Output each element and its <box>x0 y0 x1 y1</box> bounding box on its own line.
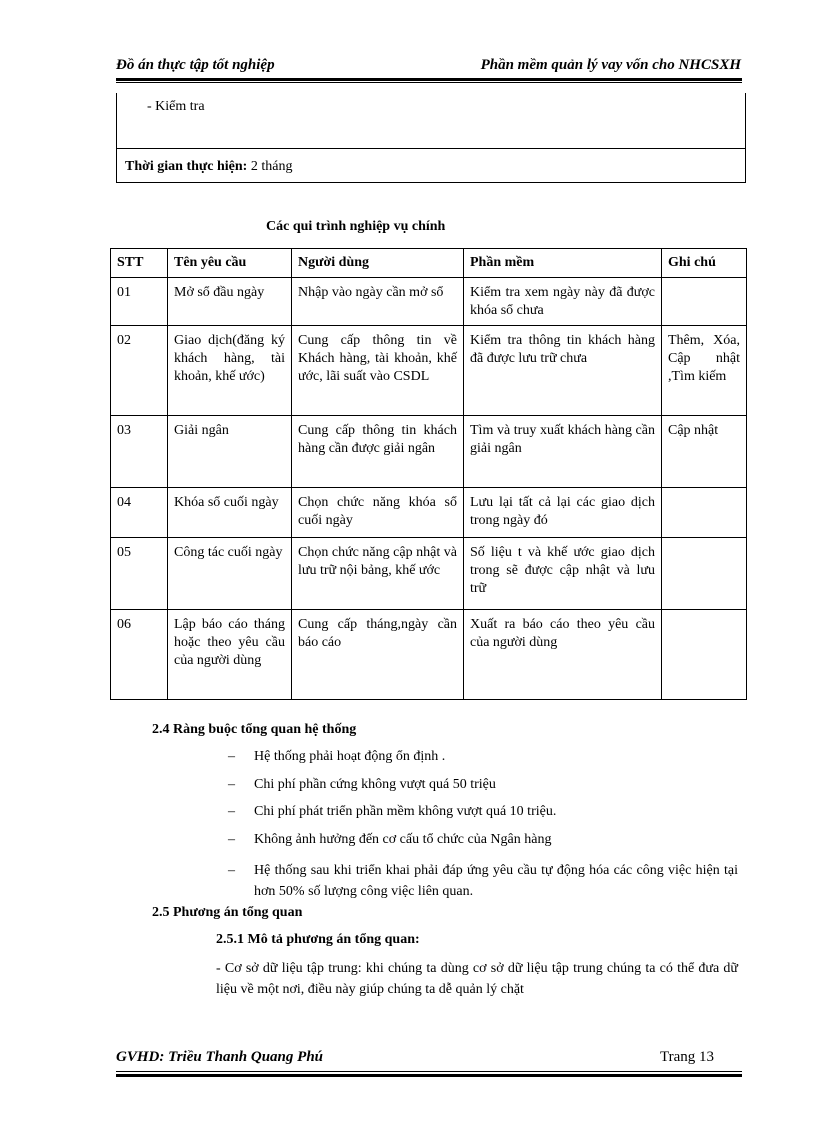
cell-stt: 06 <box>111 610 168 700</box>
table-row <box>111 610 747 700</box>
duration-value: 2 tháng <box>250 159 293 174</box>
cell-software: Tìm và truy xuất khách hàng cần giải ngân <box>464 416 662 488</box>
bullet-dash: – <box>228 777 235 792</box>
cell-user: Cung cấp tháng,ngày cần báo cáo <box>292 610 464 700</box>
cell-user: Cung cấp thông tin về Khách hàng, tài khoản, khế ước, lãi suất vào CSDL <box>292 326 464 416</box>
duration-label: Thời gian thực hiện: <box>125 159 248 174</box>
page-header <box>116 57 741 79</box>
cell-stt: 03 <box>111 416 168 488</box>
cell-software: Số liệu t và khế ước giao dịch trong sẽ được cập nhật và lưu trữ <box>464 538 662 610</box>
cell-stt: 04 <box>111 488 168 538</box>
task-box-divider <box>117 148 745 149</box>
cell-stt: 05 <box>111 538 168 610</box>
table-caption: Các qui trình nghiệp vụ chính <box>266 219 446 234</box>
table-row <box>111 538 747 610</box>
duration-line <box>125 159 292 175</box>
body-paragraph: - Cơ sở dữ liệu tập trung: khi chúng ta dùng cơ sở dữ liệu tập trung chúng ta có thể đưa dữ liệu về một nơi, điều này giúp chúng ta dễ quản lý chặt <box>216 961 738 997</box>
col-header-stt: STT <box>111 249 168 278</box>
bullet-text: Hệ thống phải hoạt động ổn định . <box>254 749 446 764</box>
cell-software: Kiểm tra thông tin khách hàng đã được lưu trữ chưa <box>464 326 662 416</box>
bullet-text: Không ảnh hưởng đến cơ cấu tổ chức của Ngân hàng <box>254 832 552 847</box>
header-rule-thin <box>116 82 742 83</box>
task-box <box>116 93 746 183</box>
cell-note <box>662 538 747 610</box>
process-table <box>110 248 747 700</box>
task-item: - Kiểm tra <box>147 99 205 114</box>
cell-name: Lập báo cáo tháng hoặc theo yêu cầu của người dùng <box>168 610 292 700</box>
cell-stt: 02 <box>111 326 168 416</box>
bullet-dash: – <box>228 804 235 819</box>
cell-software: Kiểm tra xem ngày này đã được khóa sổ chưa <box>464 278 662 326</box>
page-number: Trang 13 <box>660 1049 715 1065</box>
col-header-note: Ghi chú <box>662 249 747 278</box>
section-2-4-title: 2.4 Ràng buộc tổng quan hệ thống <box>152 722 357 737</box>
bullet-dash: – <box>228 863 235 878</box>
cell-name: Giao dịch(đăng ký khách hàng, tài khoản, khế ước) <box>168 326 292 416</box>
bullet-text: Hệ thống sau khi triển khai phải đáp ứng yêu cầu tự động hóa các công việc hiện tại hơn 50% số lượng công việc liên quan. <box>254 863 738 899</box>
cell-name: Mở sổ đầu ngày <box>168 278 292 326</box>
footer-rule <box>116 1074 742 1077</box>
bullet-text: Chi phí phần cứng không vượt quá 50 triệu <box>254 777 496 792</box>
table-row <box>111 488 747 538</box>
footer-rule-thin <box>116 1071 742 1072</box>
list-item <box>228 860 738 902</box>
cell-user: Cung cấp thông tin khách hàng cần được giải ngân <box>292 416 464 488</box>
cell-note <box>662 488 747 538</box>
section-2-5-1-title: 2.5.1 Mô tả phương án tổng quan: <box>216 932 420 947</box>
bullet-dash: – <box>228 832 235 847</box>
cell-software: Xuất ra báo cáo theo yêu cầu của người dùng <box>464 610 662 700</box>
cell-name: Công tác cuối ngày <box>168 538 292 610</box>
table-row <box>111 278 747 326</box>
col-header-user: Người dùng <box>292 249 464 278</box>
col-header-software: Phần mềm <box>464 249 662 278</box>
bullet-dash: – <box>228 749 235 764</box>
cell-user: Nhập vào ngày cần mở sổ <box>292 278 464 326</box>
section-2-5-title: 2.5 Phương án tổng quan <box>152 905 303 920</box>
cell-user: Chọn chức năng khóa sổ cuối ngày <box>292 488 464 538</box>
cell-user: Chọn chức năng cập nhật và lưu trữ nội bảng, khế ước <box>292 538 464 610</box>
cell-stt: 01 <box>111 278 168 326</box>
bullet-text: Chi phí phát triển phần mềm không vượt quá 10 triệu. <box>254 804 557 819</box>
header-left: Đồ án thực tập tốt nghiệp <box>116 57 275 73</box>
cell-note: Thêm, Xóa, Cập nhật ,Tìm kiếm <box>662 326 747 416</box>
cell-name: Khóa sổ cuối ngày <box>168 488 292 538</box>
table-row <box>111 326 747 416</box>
cell-note <box>662 278 747 326</box>
cell-software: Lưu lại tất cả lại các giao dịch trong ngày đó <box>464 488 662 538</box>
footer-instructor: GVHD: Triều Thanh Quang Phú <box>116 1049 323 1065</box>
cell-note <box>662 610 747 700</box>
col-header-name: Tên yêu cầu <box>168 249 292 278</box>
table-header-row <box>111 249 747 278</box>
header-right: Phần mềm quản lý vay vốn cho NHCSXH <box>480 57 741 73</box>
table-row <box>111 416 747 488</box>
cell-name: Giải ngân <box>168 416 292 488</box>
cell-note: Cập nhật <box>662 416 747 488</box>
header-rule <box>116 78 742 81</box>
